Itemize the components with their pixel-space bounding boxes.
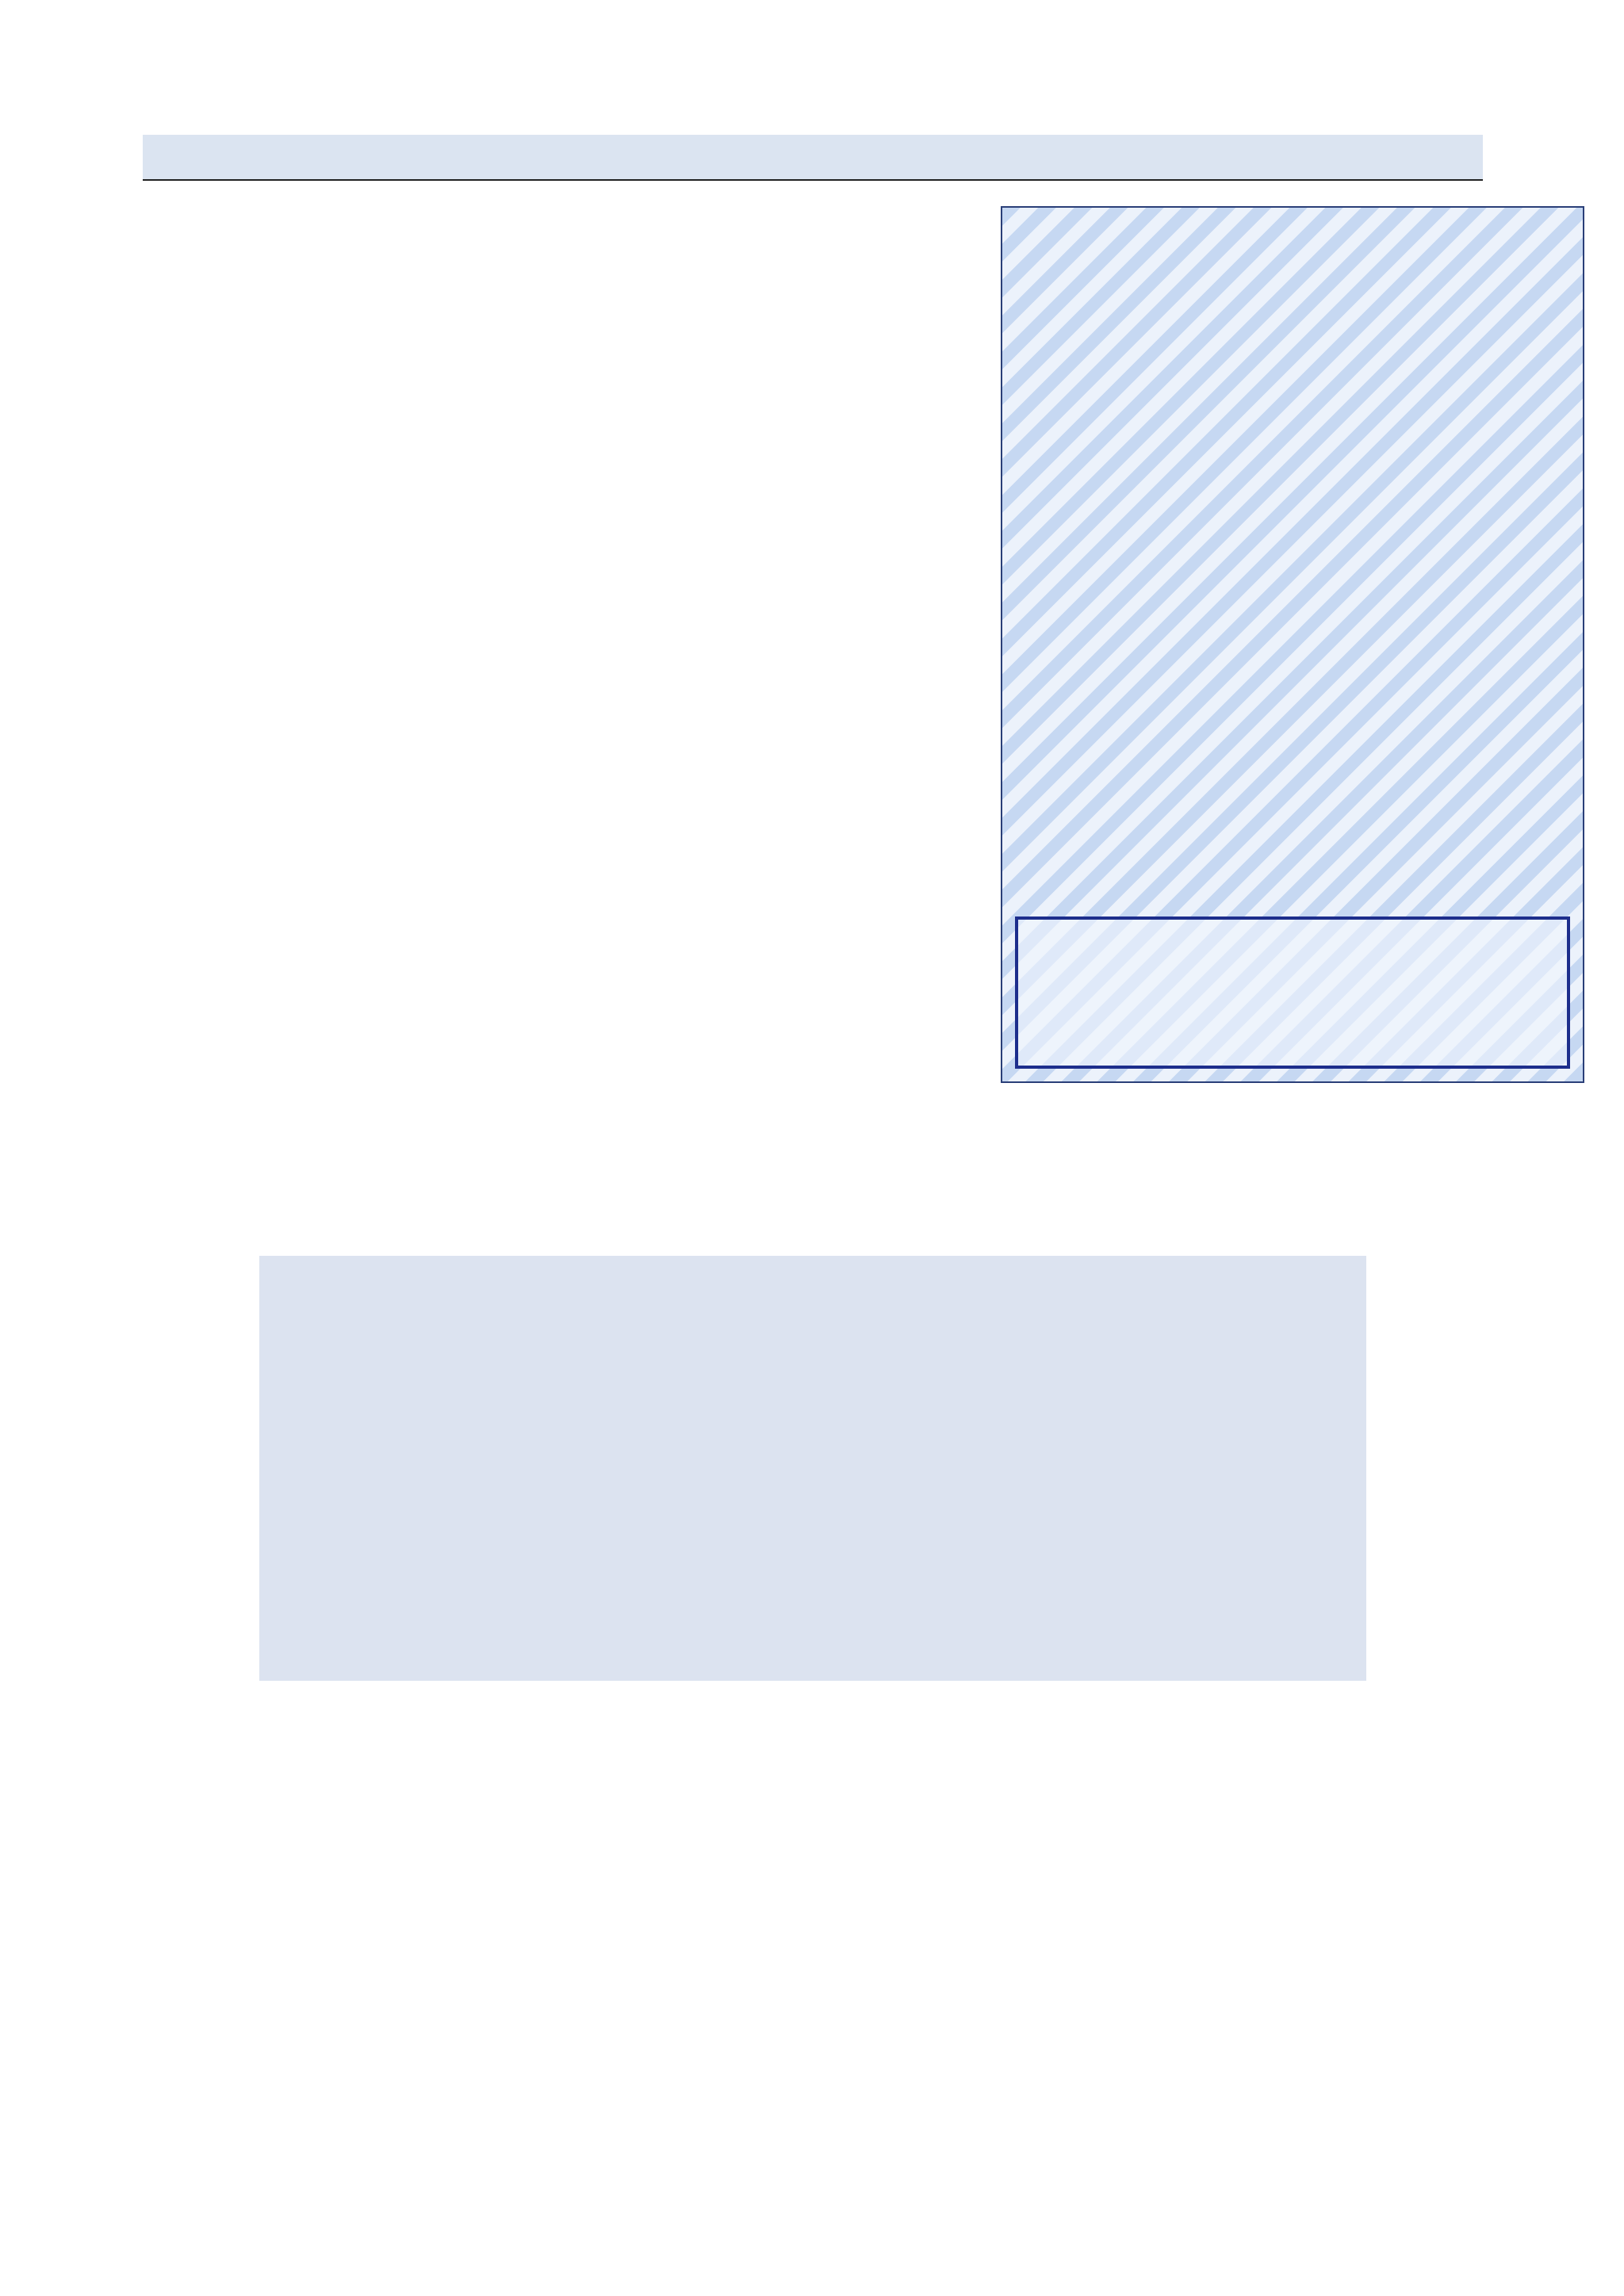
section-4-heading: [197, 1915, 990, 1958]
page-header: [143, 135, 1483, 181]
reading-text-box: [259, 1256, 1366, 1681]
section-2-heading: [197, 675, 990, 763]
section-1-heading: [197, 205, 910, 248]
frequency-funnel: [1002, 208, 1586, 921]
adverbs-of-frequency-infographic: [1001, 206, 1584, 1083]
section-3-heading: [197, 1185, 990, 1228]
examples-box: [1015, 916, 1570, 1069]
